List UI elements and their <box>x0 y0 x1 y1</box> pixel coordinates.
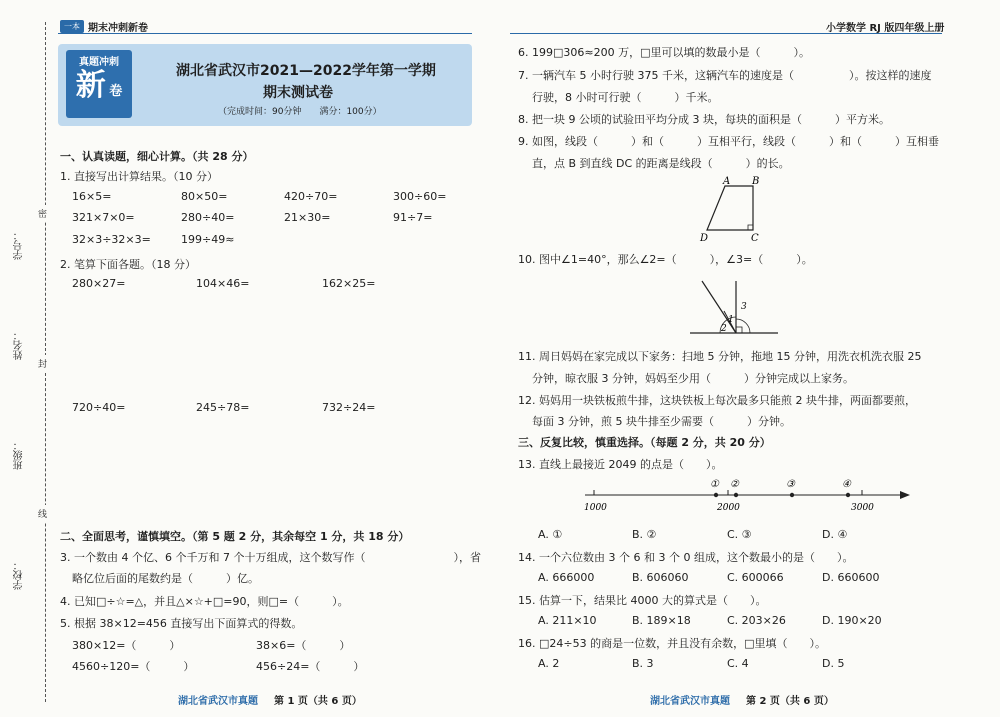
right-angle-mark <box>748 225 753 230</box>
q11-line1: 11. 周日妈妈在家完成以下家务：扫地 5 分钟，拖地 15 分钟，用洗衣机洗衣服 25 <box>518 350 922 363</box>
section3-heading: 三、反复比较，慎重选择。（每题 2 分，共 20 分） <box>518 436 771 449</box>
section2-heading: 二、全面思考，谨慎填空。（第 5 题 2 分，其余每空 1 分，共 18 分） <box>60 530 410 543</box>
q16-option: D. 5 <box>822 657 845 670</box>
label-a: A <box>723 176 731 187</box>
badge-top-text: 真题冲刺 <box>79 57 119 68</box>
q15-text: 15. 估算一下，结果比 4000 大的算式是（ ）。 <box>518 594 767 607</box>
q3-line2: 略亿位后面的尾数约是（ ）亿。 <box>72 572 259 585</box>
point-label-3: ③ <box>786 479 795 490</box>
q7-line2: 行驶，8 小时可行驶（ ）千米。 <box>532 91 719 104</box>
q1-item: 420÷70= <box>284 190 338 203</box>
q13-option: D. ④ <box>822 528 848 541</box>
tick-label-2000: 2000 <box>717 503 740 513</box>
q2-title: 2. 笔算下面各题。（18 分） <box>60 258 196 271</box>
q11-line2: 分钟，晾衣服 3 分钟，妈妈至少用（ ）分钟完成以上家务。 <box>532 372 854 385</box>
q7-line1: 7. 一辆汽车 5 小时行驶 375 千米，这辆汽车的速度是（ ）。按这样的速度 <box>518 69 932 82</box>
exam-title-line1: 湖北省武汉市2021—2022学年第一学期 <box>176 63 436 79</box>
q1-item: 21×30= <box>284 211 331 224</box>
q2-item: 245÷78= <box>196 401 250 414</box>
point-label-1: ① <box>710 479 719 490</box>
q1-title: 1. 直接写出计算结果。（10 分） <box>60 170 218 183</box>
q5-item: 4560÷120=（ ） <box>72 660 195 673</box>
point-2 <box>734 493 738 497</box>
q13-option: B. ② <box>632 528 657 541</box>
q1-item: 199÷49≈ <box>181 233 235 246</box>
q15-option: D. 190×20 <box>822 614 882 627</box>
slant-line <box>702 281 736 333</box>
q2-item: 104×46= <box>196 277 250 290</box>
q16-option: C. 4 <box>727 657 749 670</box>
q5-item: 38×6=（ ） <box>256 639 351 652</box>
header-right-title: 小学数学 RJ 版四年级上册 <box>826 23 945 34</box>
angle-arc-3 <box>736 319 750 333</box>
q14-text: 14. 一个六位数由 3 个 6 和 3 个 0 组成，这个数最小的是（ ）。 <box>518 551 854 564</box>
q14-option: A. 666000 <box>538 571 595 584</box>
q1-item: 280÷40= <box>181 211 235 224</box>
margin-mark-mi: 密 <box>38 205 47 222</box>
q1-item: 16×5= <box>72 190 112 203</box>
q16-text: 16. □24÷53 的商是一位数，并且没有余数，□里填（ ）。 <box>518 637 826 650</box>
q5-title: 5. 根据 38×12=456 直接写出下面算式的得数。 <box>60 617 303 630</box>
q16-option: B. 3 <box>632 657 654 670</box>
q9-line1: 9. 如图，线段（ ）和（ ）互相平行，线段（ ）和（ ）互相垂 <box>518 135 939 148</box>
section1-heading: 一、认真读题，细心计算。（共 28 分） <box>60 150 254 163</box>
q14-option: B. 606060 <box>632 571 689 584</box>
q15-option: B. 189×18 <box>632 614 691 627</box>
badge-big-text: 新 <box>75 68 106 103</box>
header-rule-left <box>58 33 472 34</box>
footer-right-name: 湖北省武汉市真题 <box>650 696 730 707</box>
trapezoid-shape <box>707 186 753 230</box>
point-label-2: ② <box>730 479 739 490</box>
q2-item: 732÷24= <box>322 401 376 414</box>
margin-student-no: 学号： <box>14 230 25 260</box>
q2-item: 162×25= <box>322 277 376 290</box>
q8-text: 8. 把一块 9 公顷的试验田平均分成 3 块，每块的面积是（ ）平方米。 <box>518 113 890 126</box>
angle-figure <box>690 275 780 337</box>
label-c: C <box>751 233 759 244</box>
q3-line1: 3. 一个数由 4 个亿、6 个千万和 7 个十万组成，这个数写作（ ），省 <box>60 551 481 564</box>
q1-item: 300÷60= <box>393 190 447 203</box>
q14-option: D. 660600 <box>822 571 880 584</box>
number-line-arrow <box>900 491 910 499</box>
footer-right-page: 第 2 页（共 6 页） <box>746 696 834 707</box>
margin-class: 班级： <box>14 440 25 470</box>
label-3: 3 <box>741 302 747 312</box>
number-line <box>580 475 920 519</box>
exam-title-line2: 期末测试卷 <box>263 85 333 101</box>
q13-option: A. ① <box>538 528 563 541</box>
q6-text: 6. 199□306≈200 万，□里可以填的数最小是（ ）。 <box>518 46 810 59</box>
q12-line1: 12. 妈妈用一块铁板煎牛排，这块铁板上每次最多只能煎 2 块牛排，两面都要煎， <box>518 394 916 407</box>
footer-left-page: 第 1 页（共 6 页） <box>274 696 362 707</box>
q13-option: C. ③ <box>727 528 752 541</box>
trapezoid-figure <box>695 175 775 245</box>
q14-option: C. 600066 <box>727 571 784 584</box>
q5-item: 456÷24=（ ） <box>256 660 365 673</box>
badge-small-text: 卷 <box>109 84 123 99</box>
q15-option: A. 211×10 <box>538 614 597 627</box>
q4-text: 4. 已知□÷☆=△，并且△×☆+□=90，则□=（ ）。 <box>60 595 349 608</box>
q10-text: 10. 图中∠1=40°，那么∠2=（ ），∠3=（ ）。 <box>518 253 813 266</box>
header-badge: 一本 <box>60 20 84 33</box>
label-b: B <box>752 176 760 187</box>
q1-item: 321×7×0= <box>72 211 135 224</box>
footer-left-name: 湖北省武汉市真题 <box>178 696 258 707</box>
margin-mark-feng: 封 <box>38 355 47 372</box>
q2-item: 280×27= <box>72 277 126 290</box>
header-left-title: 期末冲刺新卷 <box>88 23 148 34</box>
exam-info: （完成时间：90分钟 满分：100分） <box>218 107 382 117</box>
margin-school: 学校： <box>14 560 25 590</box>
q1-item: 80×50= <box>181 190 228 203</box>
margin-mark-xian: 线 <box>38 505 47 522</box>
q1-item: 91÷7= <box>393 211 433 224</box>
q5-item: 380×12=（ ） <box>72 639 181 652</box>
q13-text: 13. 直线上最接近 2049 的点是（ ）。 <box>518 458 723 471</box>
label-d: D <box>700 233 709 244</box>
tick-label-1000: 1000 <box>584 503 607 513</box>
q16-option: A. 2 <box>538 657 560 670</box>
point-label-4: ④ <box>842 479 851 490</box>
title-badge <box>66 50 132 118</box>
label-2: 2 <box>721 324 727 334</box>
q1-item: 32×3÷32×3= <box>72 233 151 246</box>
margin-name: 姓名： <box>14 330 25 360</box>
right-angle-mark <box>736 327 742 333</box>
point-1 <box>714 493 718 497</box>
q9-line2: 直，点 B 到直线 DC 的距离是线段（ ）的长。 <box>532 157 790 170</box>
header-rule-right <box>510 33 942 34</box>
q15-option: C. 203×26 <box>727 614 786 627</box>
point-4 <box>846 493 850 497</box>
label-1: 1 <box>728 315 734 325</box>
q12-line2: 每面 3 分钟，煎 5 块牛排至少需要（ ）分钟。 <box>532 415 791 428</box>
q2-item: 720÷40= <box>72 401 126 414</box>
point-3 <box>790 493 794 497</box>
tick-label-3000: 3000 <box>851 503 874 513</box>
